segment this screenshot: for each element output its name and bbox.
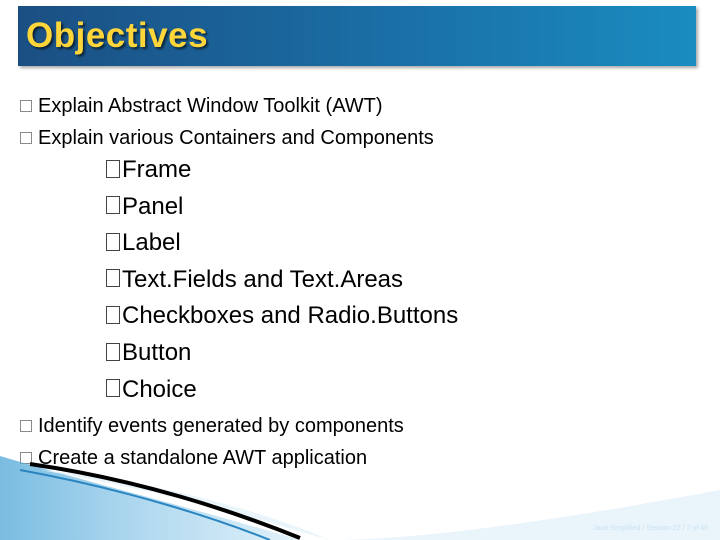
sub-bullet-list: [106, 152, 458, 408]
sub-item: [106, 152, 458, 189]
bullet-text: Explain Abstract Window Toolkit (AWT): [38, 95, 383, 117]
missing-glyph-icon: [106, 306, 120, 324]
square-bullet-icon: [20, 132, 32, 144]
square-bullet-icon: [20, 420, 32, 432]
sub-item: [106, 189, 458, 226]
sub-item: [106, 372, 458, 409]
slide-footer: Java Simplified / Session 22 / 2 of 45: [593, 525, 708, 532]
bullet-text: Create a standalone AWT application: [38, 447, 368, 469]
bullet-item: [20, 122, 434, 154]
slide-title: Objectives: [26, 16, 209, 55]
bullet-item: [20, 90, 434, 122]
missing-glyph-icon: [106, 160, 120, 178]
missing-glyph-icon: [106, 233, 120, 251]
sub-item-text: Panel: [122, 192, 184, 220]
bullet-item: [20, 410, 404, 442]
missing-glyph-icon: [106, 269, 120, 287]
sub-item: [106, 335, 458, 372]
sub-item-text: Checkboxes and Radio.Buttons: [122, 302, 459, 330]
sub-item-text: Frame: [122, 156, 192, 183]
missing-glyph-icon: [106, 343, 120, 361]
bullet-text: Identify events generated by components: [38, 415, 404, 437]
missing-glyph-icon: [106, 379, 120, 397]
sub-item: [106, 298, 458, 335]
bullet-text: Explain various Containers and Components: [38, 127, 434, 149]
title-bar: [18, 6, 696, 66]
sub-item-text: Choice: [122, 375, 197, 403]
sub-item-text: Label: [122, 229, 181, 257]
square-bullet-icon: [20, 100, 32, 112]
top-bullet-list: [20, 90, 434, 154]
sub-item: [106, 262, 458, 299]
missing-glyph-icon: [106, 196, 120, 214]
sub-item-text: Text.Fields and Text.Areas: [122, 265, 404, 293]
sub-item: [106, 225, 458, 262]
sub-item-text: Button: [122, 338, 192, 366]
wave-light-shape: [0, 456, 300, 540]
